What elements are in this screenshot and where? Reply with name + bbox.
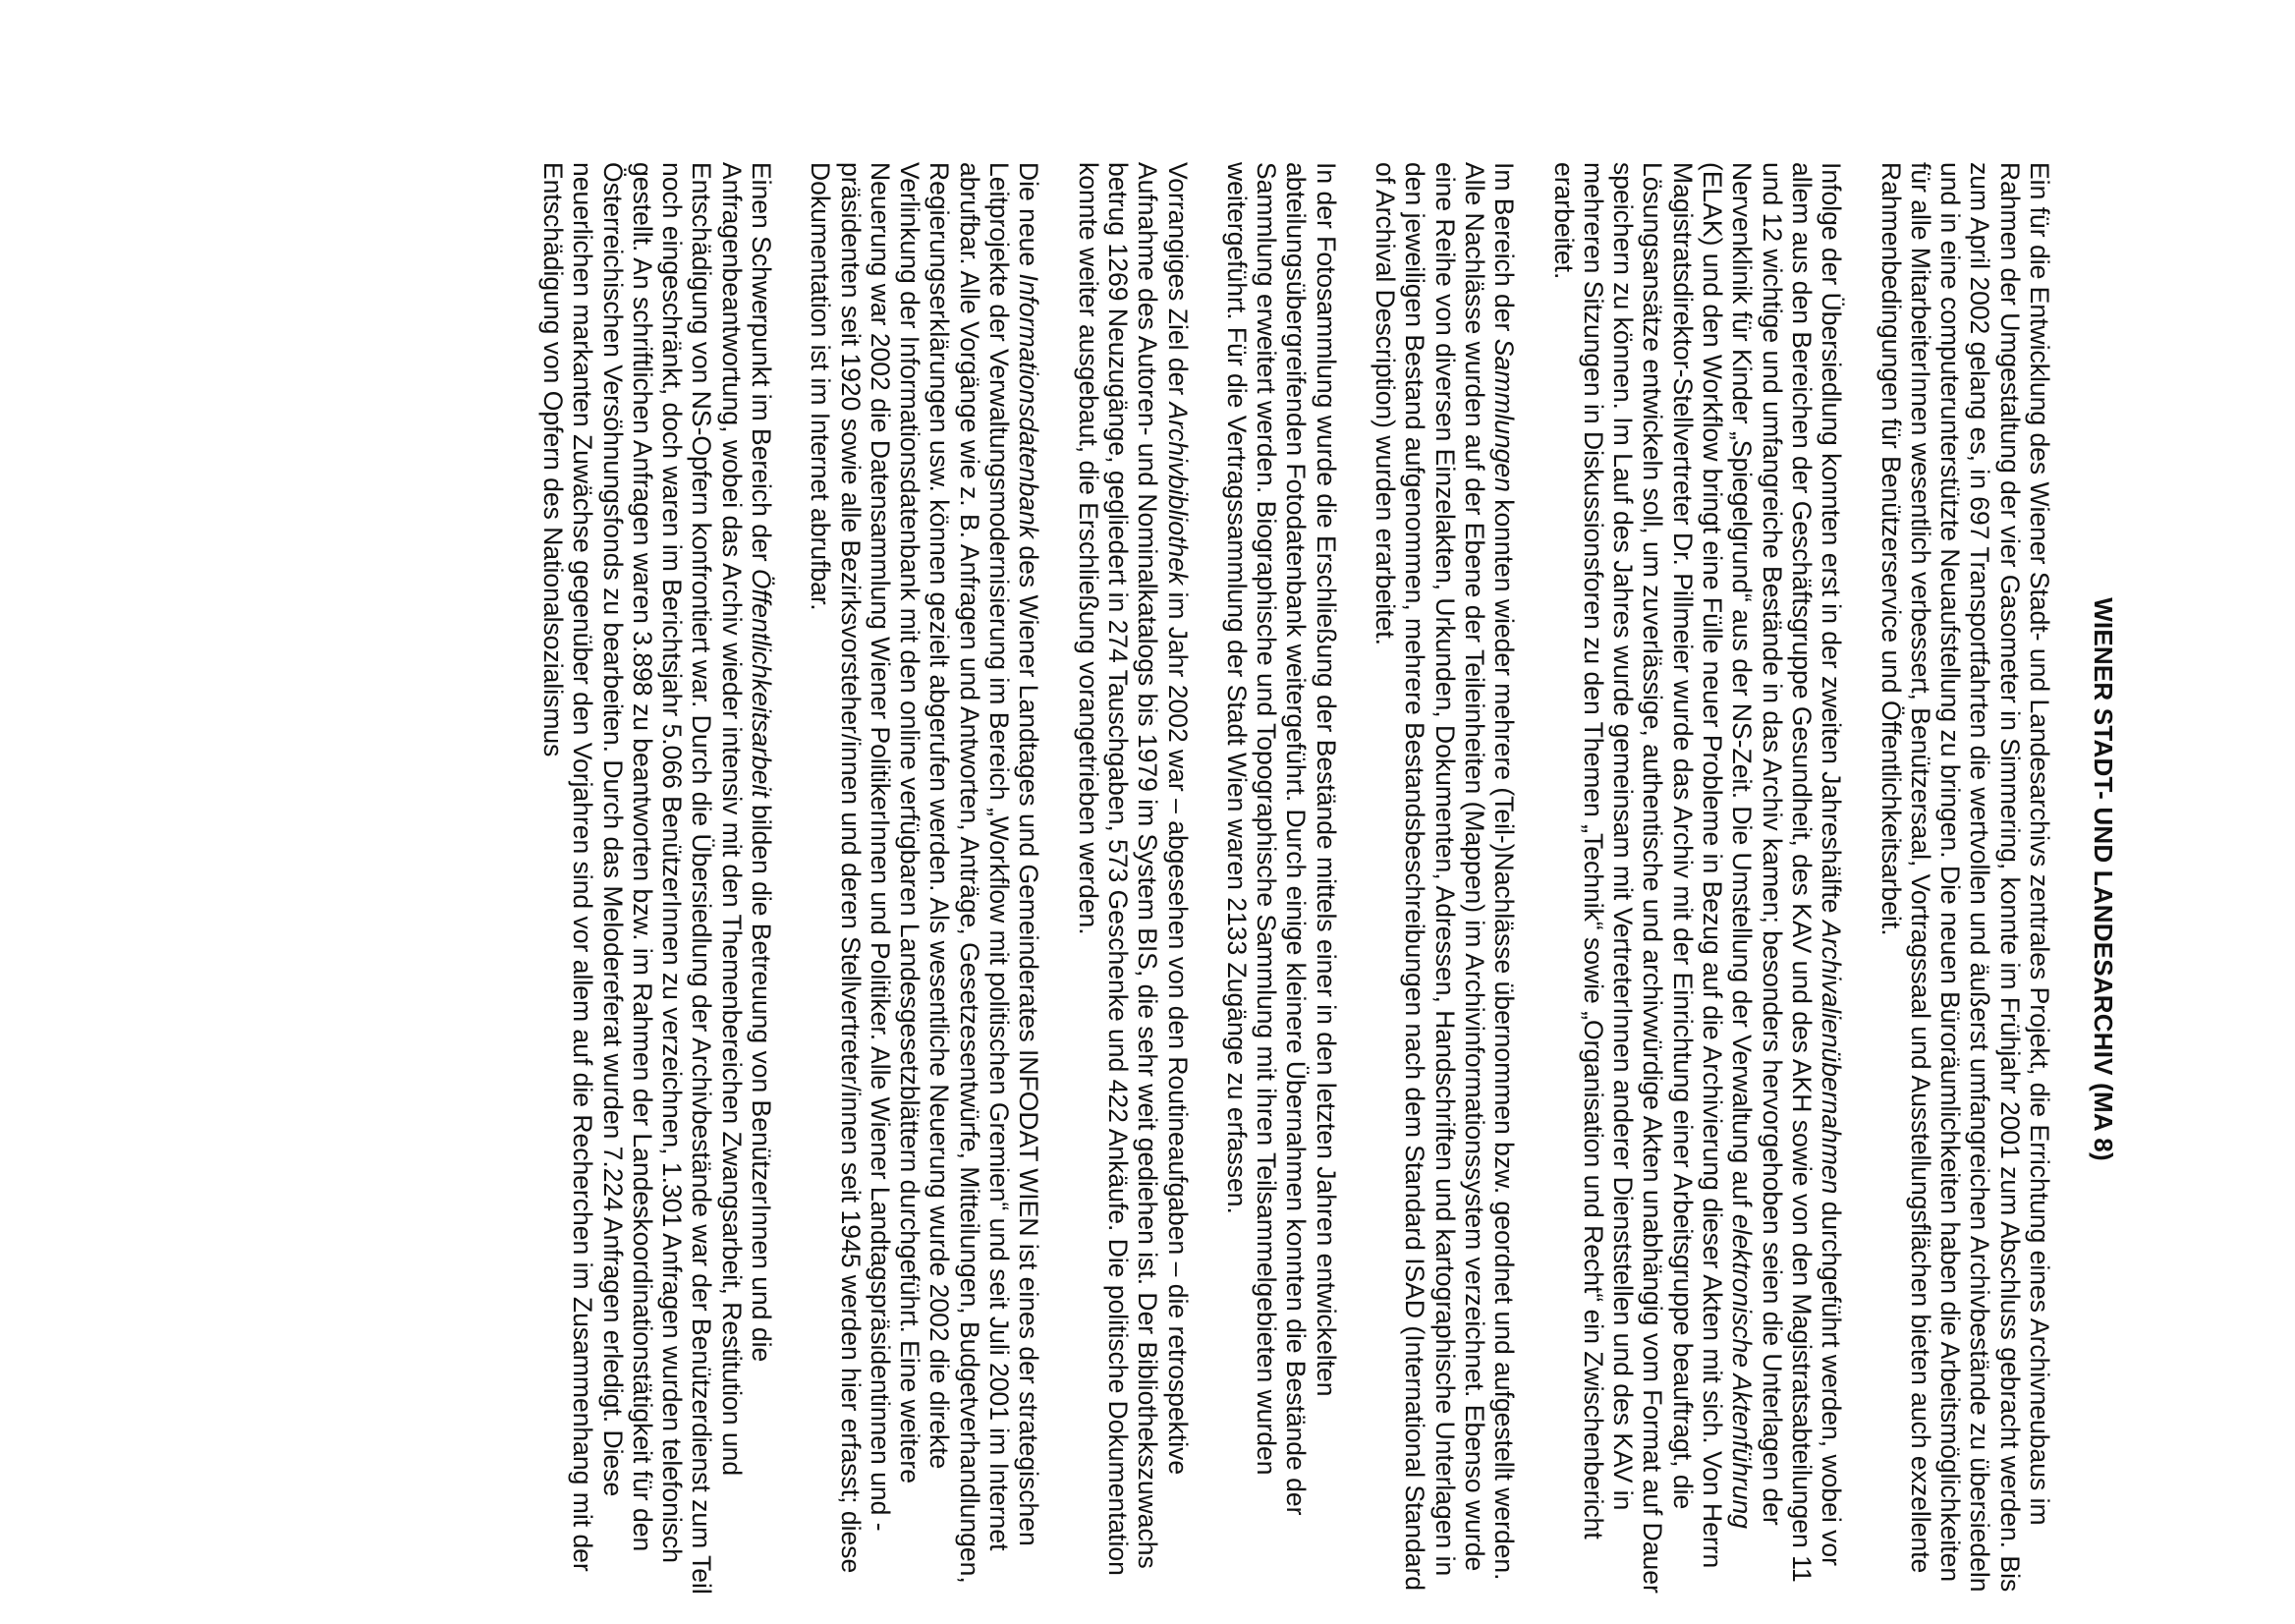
italic-term: Archivalienübernahmen [1817, 920, 1847, 1195]
paragraph-p7 [538, 162, 776, 1596]
paragraph-text: bilden die Betreuung von BenützerInnen und die Anfragenbeantwortung, wobei das Archiv wieder intensiv mit den Themenbereichen Zwangsarbeit, Restitution und Entschädigung von NS-Opfern konfrontiert war. Durch die Übersiedlung der Archivbestände war der Benützerdienst zum Teil noch eingeschränkt, doch waren im Berichtsjahr 5.066 BenützerInnen zu verzeichnen, 1.301 Anfragen wurden telefonisch gestellt. An schriftlichen Anfragen waren 3.898 zu beantworten bzw. im Rahmen der Landeskoordinationstätigkeit für den Österreichischen Versöhnungsfonds zu bearbeiten. Durch das Melodereferat wurden 7.224 Anfragen erledigt. Diese neuerlichen markanten Zuwächse gegenüber den Vorjahren sind vor allem auf die Recherchen im Zusammenhang mit der Entschädigung von Opfern des Nationalsozialismus [537, 162, 777, 1595]
paragraph-text: Vorrangiges Ziel der [1162, 162, 1193, 403]
rotated-document-content [261, 162, 2118, 1596]
paragraph-p2 [1548, 162, 1846, 1596]
paragraph-text: Infolge der Übersiedlung konnten erst in der zweiten Jahreshälfte [1817, 162, 1847, 921]
paragraph-text: In der Fotosammlung wurde die Erschließung der Bestände mittels einer in den letzten Jahren entwickelten abteilungsübergreifenden Fotodatenbank weitergeführt. Durch einige kleinere Übernahmen konnten die Bestände der Sammlung erweitert werden. Biographische und Topographische Sammlung mit ihren Teilsammelgebieten wurden weitergeführt. Für die Vertragssammlung der Stadt Wien waren 2133 Zugänge zu erfassen. [1221, 162, 1341, 1516]
paragraph-text: (ELAK) und den Workflow bringt eine Fülle neuer Probleme in Bezug auf die Archivierung dieser Akten mit sich. Von Herrn Magistratsdirektor-Stellvertreter Dr. Pillmeier wurde das Archiv mit der Einrichtung einer Arbeitsgruppe beauftragt, die Lösungsansätze entwickeln soll, um zuverlässige, authentische und archivwürdige Akten unabhängig vom Format auf Dauer speichern zu können. Im Lauf des Jahres wurde gemeinsam mit VertreterInnen anderer Dienststellen und des KAV in mehreren Sitzungen in Diskussionsforen zu den Themen „Technik“ sowie „Organisation und Recht“ ein Zwischenbericht erarbeitet. [1548, 162, 1728, 1594]
italic-term: Öffentlichkeitsarbeit [747, 568, 777, 798]
paragraph-text: Die neue [1014, 162, 1044, 274]
paragraph-p1 [1875, 162, 2054, 1596]
paragraph-p6 [806, 162, 1043, 1596]
document-title: WIENER STADT- UND LANDESARCHIV (MA 8) [2089, 597, 2118, 1161]
italic-term: Archivbibliothek [1162, 402, 1193, 586]
paragraph-p5 [1073, 162, 1192, 1596]
paragraph-text: konnten wieder mehrere (Teil-)Nachlässe übernommen bzw. geordnet und aufgestellt werden. Alle Nachlässe wurden auf der Ebene der Teileinheiten (Mappen) im Archivinformationssystem verzeichnet. Ebenso wurde eine Reihe von diversen Einzelakten, Urkunden, Dokumenten, Adressen, Handschriften und kartographische Unterlagen in den jeweiligen Bestand aufgenommen, mehrere Bestandsbeschreibungen nach dem Standard ISAD (International Standard of Archival Description) wurden erarbeitet. [1371, 162, 1520, 1592]
paragraph-text: Ein für die Entwicklung des Wiener Stadt- und Landesarchivs zentrales Projekt, die Errichtung eines Archivneubaus im Rahmen der Umgestaltung der vier Gasometer in Simmering, konnte im Frühjahr 2001 zum Abschluss gebracht werden. Bis zum April 2002 gelang es, in 697 Transportfahrten die wertvollen und äußerst umfangreichen Archivbestände zu übersiedeln und in eine computerunterstützte Neuaufstellung zu bringen. Die neuen Büroräumlichkeiten haben die Arbeitsmöglichkeiten für alle MitarbeiterInnen wesentlich verbessert, Benützersaal, Vortragssaal und Ausstellungsflächen bieten auch exzellente Rahmenbedingungen für Benützerservice und Öffentlichkeitsarbeit. [1875, 162, 2054, 1593]
paragraph-text: im Jahr 2002 war – abgesehen von den Routineaufgaben – die retrospektive Aufnahme des Autoren- und Nominalkatalogs bis 1979 im System BIS, die sehr weit gediehen ist. Der Bibliothekszuwachs betrug 1269 Neuzugänge, gegliedert in 274 Tauschgaben, 573 Geschenke und 422 Ankäufe. Die politische Dokumentation konnte weiter ausgebaut, die Erschließung vorangetrieben werden. [1073, 162, 1193, 1576]
paragraph-text: Im Bereich der [1489, 162, 1520, 339]
paragraph-text: Einen Schwerpunkt im Bereich der [747, 162, 777, 569]
paragraph-p4 [1222, 162, 1341, 1596]
document-body [538, 162, 2054, 1596]
paragraph-text: des Wiener Landtages und Gemeinderates INFODAT WIEN ist eines der strategischen Leitprojekte der Verwaltungsmodernisierung im Bereich „Workflow mit politischen Gremien“ und seit Juli 2001 im Internet abrufbar. Alle Vorgänge wie z. B. Anfragen und Antworten, Anträge, Gesetzesentwürfe, Mitteilungen, Budgetverhandlungen, Regierungserklärungen usw. können gezielt abgerufen werden. Als wesentliche Neuerung wurde 2002 die direkte Verlinkung der Informationsdatenbank mit den online verfügbaren Landesgesetzblättern durchgeführt. Eine weitere Neuerung war 2002 die Datensammlung Wiener PolitikerInnen und Politiker. Alle Wiener Landtagspräsidentinnen und -präsidenten seit 1920 sowie alle Bezirksvorsteher/innen und deren Stellvertreter/innen seit 1945 werden hier erfasst; diese Dokumentation ist im Internet abrufbar. [806, 162, 1044, 1584]
italic-term: elektronische Aktenführung [1727, 1213, 1758, 1529]
paragraph-p3 [1371, 162, 1519, 1596]
italic-term: Sammlungen [1489, 338, 1520, 492]
paragraph-text: durchgeführt werden, wobei vor allem aus den Bereichen der Geschäftsgruppe Gesundheit, des KAV und des AKH sowie von den Magistratsabteilungen 11 und 12 wichtige und umfangreiche Bestände in das Archiv kamen; besonders hervorgehoben seien die Unterlagen der Nervenklinik für Kinder „Spiegelgrund“ aus der NS-Zeit. Die Umstellung der Verwaltung auf [1727, 162, 1847, 1583]
italic-term: Informationsdatenbank [1014, 273, 1044, 539]
